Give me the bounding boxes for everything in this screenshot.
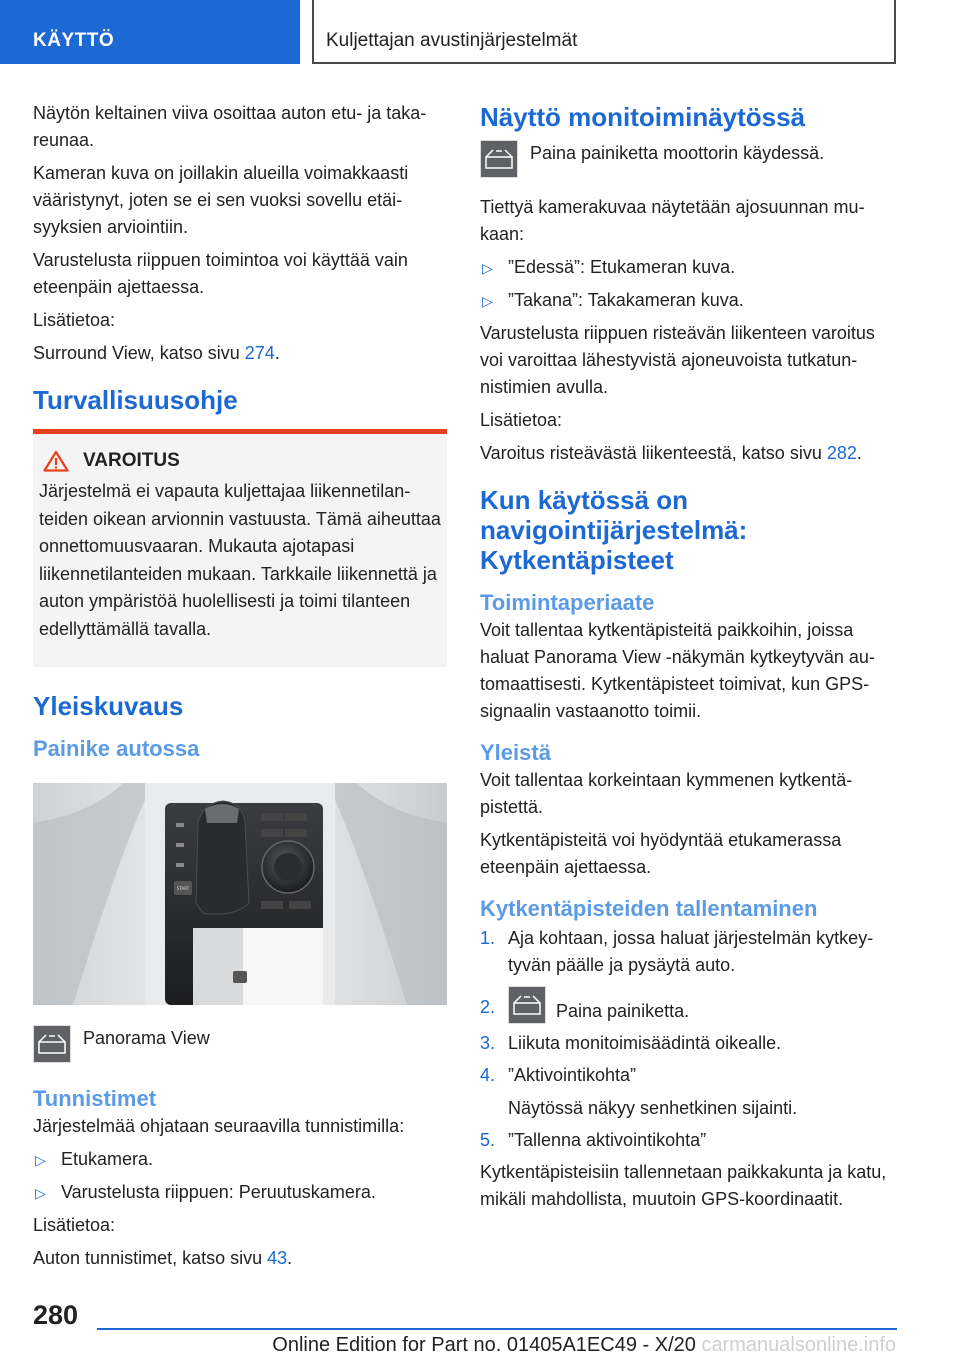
paragraph-general-2: Kytkentäpisteitä voi hyödyntää etukamerassa eteenpäin ajettaessa. — [480, 830, 842, 877]
footer-watermark: carmanualsonline.info — [701, 1334, 896, 1356]
cross-reference-text: Varoitus risteävästä liikenteestä, katso sivu — [480, 443, 827, 463]
cross-reference-text: Auton tunnistimet, katso sivu — [33, 1248, 268, 1268]
view-list — [480, 254, 896, 314]
cross-reference: Varoitus risteävästä liikenteestä, katso sivu 282. — [480, 443, 862, 463]
bullet-triangle-icon: ▷ — [482, 293, 493, 309]
right-column — [480, 100, 896, 1219]
heading-principle: Toimintaperiaate — [480, 590, 655, 615]
paragraph-saved-data: Kytkentäpisteisiin tallennetaan paikkakunta ja katu, mikäli mahdollista, muutoin GPS-koordinaatit. — [480, 1162, 887, 1209]
paragraph-camera-views: Tiettyä kamerakuvaa näytetään ajosuunnan mukaan: — [480, 197, 865, 244]
heading-sensors: Tunnistimet — [33, 1086, 157, 1111]
warning-text: Järjestelmä ei vapauta kuljettajaa liikennetilanteiden oikean arvionnin vastuusta. Tämä aiheuttaa onnettomuusvaaran. Mukauta ajotapasi liikennetilanteiden mukaan. Tarkkaile liikennettä ja auton ympäristöä huolellisesti ja toimi tilanteen edellyttämällä tavalla. — [39, 481, 441, 639]
more-info-label: Lisätietoa: — [33, 310, 116, 330]
list-item-text: Etukamera. — [61, 1149, 154, 1169]
heading-general: Yleistä — [480, 740, 551, 765]
paragraph-forward-only: Varustelusta riippuen toimintoa voi käyttää vain eteenpäin ajettaessa. — [33, 250, 408, 297]
step-number: 5. — [480, 1130, 496, 1150]
section-tab — [0, 0, 300, 64]
sensors-intro: Järjestelmää ohjataan seuraavilla tunnistimilla: — [33, 1116, 405, 1136]
list-item — [480, 287, 896, 314]
page-number: 280 — [33, 1300, 79, 1330]
paragraph-yellow-line: Näytön keltainen viiva osoittaa auton etu- ja takareunaa. — [33, 103, 427, 150]
heading-safety: Turvallisuusohje — [33, 385, 238, 415]
list-item — [480, 1030, 896, 1057]
list-item-text: Varustelusta riippuen: Peruutuskamera. — [61, 1182, 376, 1202]
svg-text:START: START — [176, 886, 190, 891]
page-link-43[interactable]: 43 — [267, 1248, 288, 1268]
footer-edition-text: Online Edition for Part no. 01405A1EC49 - X/20 — [272, 1334, 696, 1356]
paragraph-cross-traffic: Varustelusta riippuen risteävän liikenteen varoitus voi varoittaa lähestyvistä ajoneuvoista tutkatunnistimien avulla. — [480, 323, 875, 397]
chapter-title: Kuljettajan avustinjärjestelmät — [326, 30, 578, 51]
bullet-triangle-icon: ▷ — [35, 1152, 46, 1168]
step-subtext: Näytössä näkyy senhetkinen sijainti. — [508, 1098, 798, 1118]
warning-box — [33, 429, 447, 667]
step-number: 1. — [480, 928, 496, 948]
list-item — [33, 1179, 447, 1206]
step-number: 4. — [480, 1065, 496, 1085]
steps-list — [480, 925, 896, 1154]
step-number: 2. — [480, 997, 496, 1017]
left-column — [33, 100, 447, 1278]
panorama-view-camera-icon — [508, 986, 546, 1024]
panorama-view-camera-icon — [480, 140, 518, 178]
list-item — [480, 1127, 896, 1154]
panorama-view-camera-icon — [33, 1025, 71, 1063]
footer-divider — [97, 1328, 897, 1330]
center-console-illustration — [33, 783, 447, 1005]
press-button-text: Paina painiketta moottorin käydessä. — [530, 143, 825, 163]
footer-edition — [0, 1334, 896, 1357]
list-item — [480, 925, 896, 979]
step-number: 3. — [480, 1033, 496, 1053]
warning-triangle-icon — [43, 450, 69, 472]
list-item — [480, 1062, 896, 1122]
center-console-photo — [33, 783, 447, 1005]
list-item — [480, 254, 896, 281]
warning-header — [39, 450, 441, 472]
more-info-label: Lisätietoa: — [33, 1215, 116, 1235]
sensor-list — [33, 1146, 447, 1206]
step-text: ”Tallenna aktivointikohta” — [508, 1130, 707, 1150]
step-text: ”Aktivointikohta” — [508, 1065, 637, 1085]
paragraph-principle: Voit tallentaa kytkentäpisteitä paikkoihin, joissa haluat Panorama View -näkymän kytkeytyvän automaattisesti. Kytkentäpisteet toimivat, kun GPS-signaalin vastaanotto toimii. — [480, 620, 875, 721]
chapter-header — [312, 0, 896, 64]
heading-multifunction-display: Näyttö monitoiminäytössä — [480, 102, 806, 132]
heading-overview: Yleiskuvaus — [33, 691, 184, 721]
paragraph-general-1: Voit tallentaa korkeintaan kymmenen kytkentäpistettä. — [480, 770, 853, 817]
warning-title: VAROITUS — [83, 450, 180, 471]
panorama-view-row — [33, 1025, 447, 1063]
paragraph-distortion: Kameran kuva on joillakin alueilla voimakkaasti vääristynyt, joten se ei sen vuoksi sovellu etäisyyksien arviointiin. — [33, 163, 409, 237]
heading-navigation-switch-points: Kun käytössä on navigointijärjestelmä: Kytkentäpisteet — [480, 485, 748, 575]
heading-button-in-car: Painike autossa — [33, 736, 200, 761]
step-text: Liikuta monitoimisäädintä oikealle. — [508, 1033, 782, 1053]
cross-reference: Surround View, katso sivu 274. — [33, 343, 280, 363]
cross-reference: Auton tunnistimet, katso sivu 43. — [33, 1248, 293, 1268]
more-info-label: Lisätietoa: — [480, 410, 563, 430]
press-button-row — [480, 140, 896, 178]
list-item-text: ”Edessä”: Etukameran kuva. — [508, 257, 736, 277]
panorama-view-label: Panorama View — [83, 1028, 210, 1048]
list-item-text: ”Takana”: Takakameran kuva. — [508, 290, 744, 310]
cross-reference-text: Surround View, katso sivu — [33, 343, 245, 363]
page-link-282[interactable]: 282 — [826, 443, 857, 463]
page-link-274[interactable]: 274 — [244, 343, 275, 363]
section-title: KÄYTTÖ — [33, 30, 115, 51]
step-text: Paina painiketta. — [556, 1001, 690, 1021]
bullet-triangle-icon: ▷ — [35, 1185, 46, 1201]
list-item — [33, 1146, 447, 1173]
heading-saving-switch-points: Kytkentäpisteiden tallentaminen — [480, 896, 818, 921]
bullet-triangle-icon: ▷ — [482, 260, 493, 276]
list-item — [480, 984, 896, 1025]
step-text: Aja kohtaan, jossa haluat järjestelmän kytkeytyvän päälle ja pysäytä auto. — [508, 928, 874, 975]
